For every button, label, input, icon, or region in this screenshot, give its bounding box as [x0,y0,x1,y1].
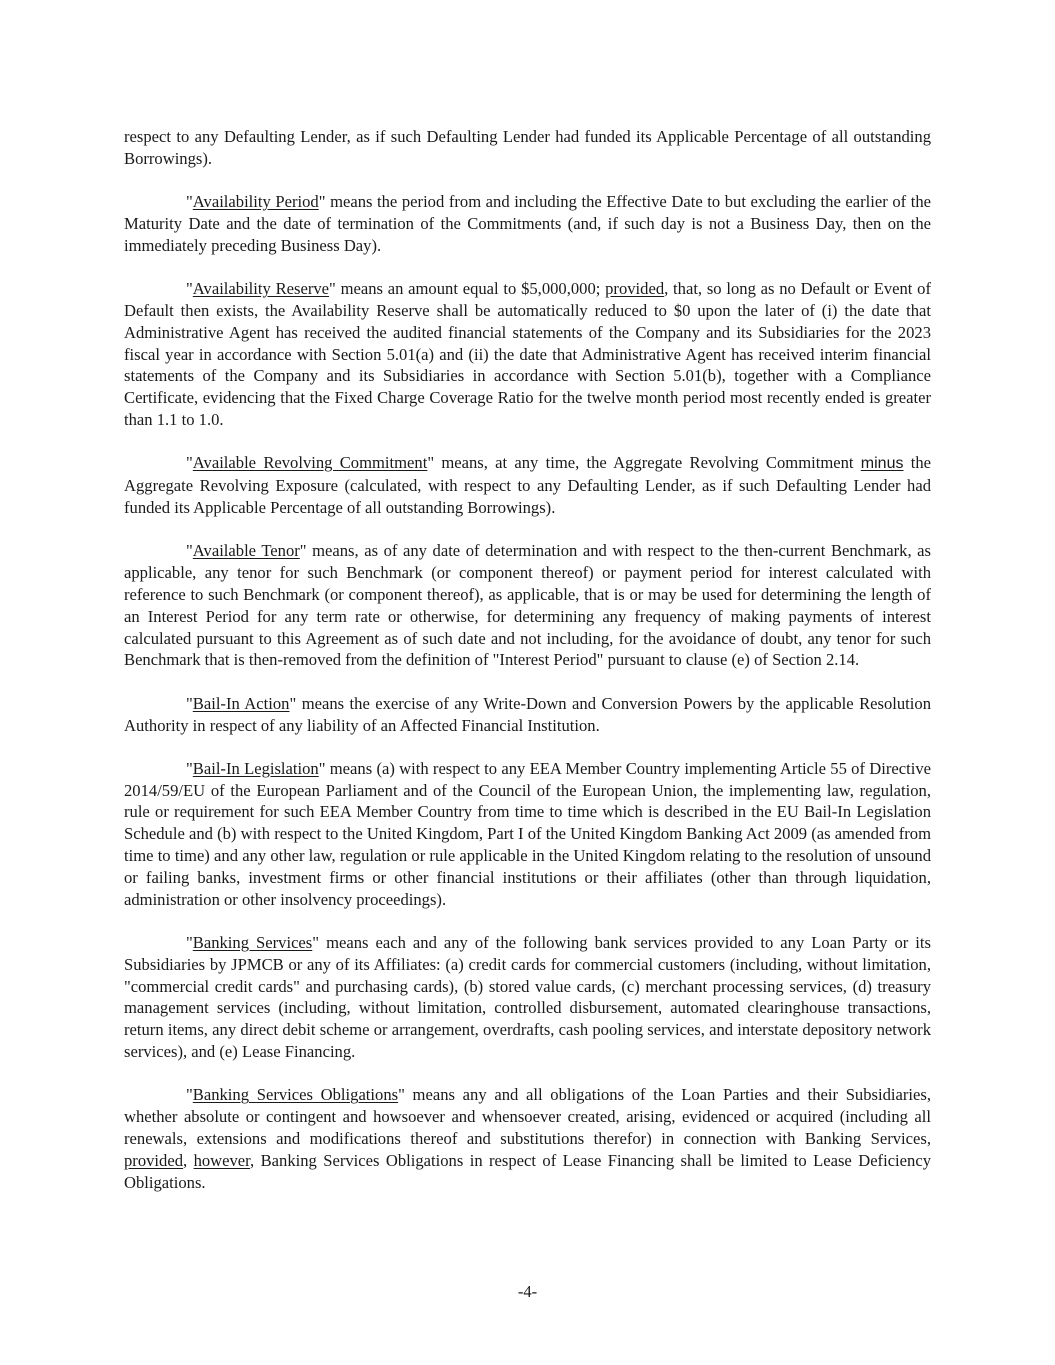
paragraph-text: " means the period from and including the Effective Date to but excluding the earlier of the Maturity Date and the date of termination of the Commitments (and, if such day is not a Business Day, then on the immediately preceding Business Day). [124,192,931,255]
paragraph-text: " [186,758,193,778]
paragraph-text: " means the exercise of any Write-Down and Conversion Powers by the applicable Resolution Authority in respect of any liability of an Affected Financial Institution. [124,693,931,735]
definition-paragraph [124,540,931,671]
defined-term: Banking Services [192,933,313,953]
defined-term: Available Tenor [192,541,300,561]
paragraph-text: , Banking Services Obligations in respect of Lease Financing shall be limited to Lease Deficiency Obligations. [124,1150,931,1192]
paragraph-text: , that, so long as no Default or Event of Default then exists, the Availability Reserve shall be automatically reduced to $0 upon the later of (i) the date that Administrative Agent has received the audited financial statements of the Company and its Subsidiaries for the 2023 fiscal year in accordance with Section 5.01(a) and (ii) the date that Administrative Agent has received interim financial statements of the Company and its Subsidiaries in accordance with Section 5.01(b), together with a Compliance Certificate, evidencing that the Fixed Charge Coverage Ratio for the twelve month period most recently ended is greater than 1.1 to 1.0. [124,279,931,429]
paragraph-text: respect to any Defaulting Lender, as if such Defaulting Lender had funded its Applicable Percentage of all outstanding Borrowings). [124,127,931,168]
document-body [124,126,931,1215]
paragraph-text: " [186,541,193,561]
definition-paragraph [124,452,931,518]
paragraph-text: " means, as of any date of determination and with respect to the then-current Benchmark, as applicable, any tenor for such Benchmark (or component thereof) or payment period for interest calculated with reference to such Benchmark (or component thereof), as applicable, that is or may be used for determining the length of an Interest Period for any term rate or otherwise, for determining any frequency of making payments of interest calculated pursuant to this Agreement as of such date and not including, for the avoidance of doubt, any tenor for such Benchmark that is then-removed from the definition of "Interest Period" pursuant to clause (e) of Section 2.14. [124,541,931,670]
paragraph-text: " means, at any time, the Aggregate Revolving Commitment [427,453,861,473]
definition-paragraph [124,1084,931,1193]
paragraph-text: , [183,1150,194,1170]
defined-term: Availability Reserve [192,279,330,299]
paragraph-text: " [186,453,193,473]
paragraph-text: " [186,1085,193,1105]
definition-paragraph [124,693,931,737]
defined-term: Banking Services Obligations [192,1085,399,1105]
defined-term: provided [605,279,665,299]
definition-paragraph [124,278,931,431]
defined-term: Availability Period [192,192,319,212]
definition-paragraph [124,758,931,911]
paragraph-text: " [186,192,193,212]
page-number: -4- [517,1282,538,1301]
paragraph-text: the Aggregate Revolving Exposure (calculated, with respect to any Defaulting Lender, as if such Defaulting Lender had funded its Applicable Percentage of all outstanding Borrowings). [124,453,932,517]
defined-term: Bail-In Action [192,693,290,713]
defined-term: Available Revolving Commitment [192,453,428,473]
paragraph-text: " [186,933,193,953]
defined-term: Bail-In Legislation [192,758,319,778]
definition-paragraph [124,932,931,1063]
paragraph-text: " means (a) with respect to any EEA Member Country implementing Article 55 of Directive 2014/59/EU of the European Parliament and of the Council of the European Union, the implementing law, regulation, rule or requirement for such EEA Member Country from time to time which is described in the EU Bail-In Legislation Schedule and (b) with respect to the United Kingdom, Part I of the United Kingdom Banking Act 2009 (as amended from time to time) and any other law, regulation or rule applicable in the United Kingdom relating to the resolution of unsound or failing banks, investment firms or other financial institutions or their affiliates (other than through liquidation, administration or other insolvency proceedings). [124,758,931,909]
paragraph-text: " means an amount equal to $5,000,000; [329,279,606,299]
definition-paragraph [124,191,931,256]
paragraph-text: " means each and any of the following bank services provided to any Loan Party or its Subsidiaries by JPMCB or any of its Affiliates: (a) credit cards for commercial customers (including, without limitation, "commercial credit cards" and purchasing cards), (b) stored value cards, (c) merchant processing services, (d) treasury management services (including, without limitation, controlled disbursement, automated clearinghouse transactions, return items, any direct debit scheme or arrangement, overdrafts, cash pooling services, and interstate depository network services), and (e) Lease Financing. [124,933,931,1062]
defined-term: minus [860,455,904,473]
defined-term: however [193,1150,251,1170]
paragraph-text: " [186,279,193,299]
continuation-paragraph [124,126,931,170]
defined-term: provided [124,1150,183,1170]
paragraph-text: " means any and all obligations of the Loan Parties and their Subsidiaries, whether absolute or contingent and howsoever and whensoever created, arising, evidenced or acquired (including all renewals, extensions and modifications thereof and substitutions therefor) in connection with Banking Services, [124,1085,931,1149]
paragraph-text: " [186,693,193,713]
